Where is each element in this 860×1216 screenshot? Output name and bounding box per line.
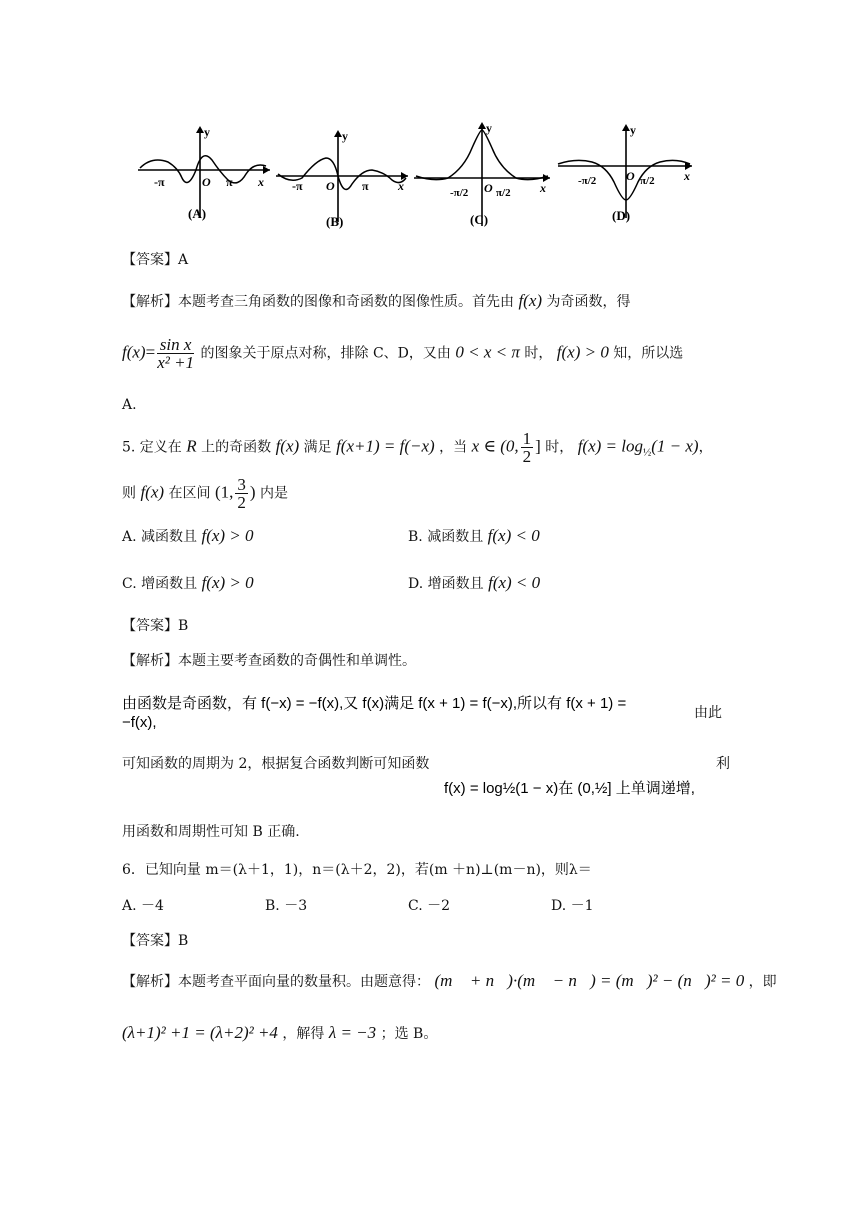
graph-a-tick-o: O (202, 175, 211, 189)
graph-a-tick-pos: π (226, 175, 233, 189)
graph-b-tick-neg: -π (292, 179, 303, 193)
q4-fraction (157, 336, 194, 371)
q5-fx-2: f(x) (140, 482, 165, 502)
q5-option-c[interactable] (122, 573, 254, 594)
q6-answer: 【答案】B (122, 933, 189, 949)
q5-eq2-b: (1 − x) (651, 436, 699, 456)
q5-stem-b: 上的奇函数 (201, 439, 272, 456)
graph-a-label: (A) (188, 206, 207, 221)
q5-analysis-screenshot-line1: 由函数是奇函数，有 f(−x) = −f(x),又 f(x)满足 f(x + 1) = f(−x),所以有 f(x + 1) = (122, 695, 627, 712)
q5-xin: x ∈ (0, (471, 436, 519, 456)
graph-c-tick-neg: -π/2 (450, 187, 469, 199)
q5-option-d[interactable] (408, 573, 540, 594)
q4-analysis-mid: 为奇函数，得 (546, 294, 631, 310)
q6-analysis-line2 (122, 1023, 437, 1044)
graph-c-tick-pos: π/2 (496, 187, 511, 199)
q4-analysis-2a: 的图象关于原点对称，排除 C、D，又由 (200, 345, 451, 362)
q5-option-b-math: f(x) < 0 (487, 526, 540, 545)
graph-c-tick-x: x (540, 181, 546, 195)
q5-eq1: f(x+1) = f(−x) (336, 436, 435, 456)
graph-b-tick-pos: π (362, 179, 369, 193)
q4-frac-num: sin x (157, 336, 194, 354)
q4-analysis-line2: f(x)= $\frac{\text{sin x}}{\text{x² +1}}$ 的图象关于原点对称，排除 C、D，又由 0 < x < π 时， f(x) > 0 知，所以选 (122, 335, 684, 372)
q5-option-c-text: C. 增函数且 (122, 576, 198, 592)
q5-period-line: 可知函数的周期为 2，根据复合函数判断可知函数 (122, 756, 430, 772)
q5-stem2-a: 则 (122, 485, 136, 502)
function-graphs-figure (130, 118, 710, 236)
q5-analysis-screenshot-2: f(x) = log½(1 − x)在 (0,½] 上单调递增, (444, 780, 695, 797)
graph-panel-c (414, 121, 550, 227)
q5-youci: 由此 (694, 705, 722, 721)
q4-analysis-line3: A. (122, 397, 137, 413)
q5-option-a[interactable] (122, 526, 254, 547)
q5-stem-a: 5. 定义在 (122, 439, 182, 456)
q6-option-c[interactable]: C. －2 (408, 898, 451, 914)
q5-interval-frac (235, 476, 248, 511)
graph-a-tick-neg: -π (154, 175, 165, 189)
q5-eq2: f(x) = log (577, 436, 643, 456)
q5-option-d-text: D. 增函数且 (408, 576, 484, 592)
q5-half (521, 430, 534, 465)
q4-cond2: f(x) > 0 (556, 342, 609, 362)
q5-eq2-sub: ½ (643, 446, 652, 459)
q5-interval-a: (1, (214, 482, 234, 502)
q6-option-d[interactable]: D. －1 (551, 898, 594, 914)
graph-b-ytick: y (342, 129, 348, 143)
q6-stem: 6．已知向量 m＝(λ＋1，1)，n＝(λ＋2，2)，若(m ＋n)⊥(m－n)，则λ＝ (122, 862, 592, 878)
q5-interval-b: ) (249, 482, 256, 502)
q5-analysis: 【解析】本题主要考查函数的奇偶性和单调性。 (122, 653, 416, 669)
q6-analysis-line1 (122, 971, 777, 992)
graph-b-tick-o: O (326, 179, 335, 193)
graph-d-tick-neg: -π/2 (578, 175, 597, 187)
graph-d-tick-x: x (684, 169, 690, 183)
graph-c-label: (C) (470, 212, 489, 227)
q6-vector-equation: (m⃗ + n⃗)·(m⃗ − n⃗) = (m⃗)² − (n⃗)² = 0 (434, 971, 745, 990)
q5-stem-line2 (122, 476, 288, 511)
graph-a-tick-x: x (258, 175, 264, 189)
q5-stem-c: 满足 (303, 439, 332, 456)
q5-option-b[interactable] (408, 526, 540, 547)
q5-answer: 【答案】B (122, 618, 189, 634)
q5-int-num: 3 (237, 475, 246, 494)
q4-analysis-2b: 时， (524, 345, 553, 362)
q6-analysis-c: ，解得 (282, 1026, 325, 1042)
q6-analysis-d: ；选 B。 (380, 1026, 438, 1042)
graph-panel-d (558, 123, 692, 223)
q6-analysis-b: ，即 (748, 974, 777, 990)
q5-option-c-math: f(x) > 0 (201, 573, 254, 592)
q5-r: R (186, 436, 197, 456)
q5-li: 利 (716, 756, 730, 772)
q4-frac-den: x² +1 (157, 353, 195, 372)
graph-c-ytick: y (486, 121, 492, 135)
q5-half-num: 1 (522, 429, 532, 448)
q5-option-b-text: B. 减函数且 (408, 529, 484, 545)
graph-d-tick-pos: π/2 (640, 175, 655, 187)
graph-d-tick-o: O (626, 169, 635, 183)
q5-analysis-screenshot-line2: −f(x), (122, 714, 157, 731)
q5-bracket: ] (535, 436, 541, 456)
q6-option-b[interactable]: B. －3 (265, 898, 308, 914)
q5-conclusion: 用函数和周期性可知 B 正确. (122, 824, 300, 840)
q5-fx: f(x) (275, 436, 300, 456)
graph-c-tick-o: O (484, 181, 493, 195)
q5-option-a-text: A. 减函数且 (122, 529, 198, 545)
q5-int-den: 2 (237, 493, 246, 512)
q4-fx: f(x) (518, 291, 543, 310)
q4-answer: 【答案】A (122, 252, 189, 268)
graph-b-tick-x: x (398, 179, 404, 193)
q5-stem-line1 (122, 430, 713, 465)
q5-stem-f: ， (698, 439, 713, 456)
graph-panel-b (276, 129, 408, 229)
q5-stem2-c: 内是 (260, 485, 288, 502)
q5-stem-d: ，当 (439, 439, 468, 456)
q4-analysis-head: 【解析】本题考查三角函数的图像和奇函数的图像性质。首先由 (122, 294, 514, 310)
q5-option-d-math: f(x) < 0 (488, 573, 541, 592)
q4-fx-lhs: f(x) (122, 342, 146, 362)
q5-stem2-b: 在区间 (168, 485, 211, 502)
q6-equation-2: (λ+1)² +1 = (λ+2)² +4 (122, 1023, 278, 1042)
graph-b-label: (B) (326, 214, 344, 229)
q6-lambda: λ = −3 (328, 1023, 377, 1042)
q5-option-a-math: f(x) > 0 (201, 526, 254, 545)
graph-d-ytick: y (630, 123, 636, 137)
graph-a-ytick: y (204, 125, 210, 139)
q6-analysis-a: 【解析】本题考查平面向量的数量积。由题意得： (122, 974, 430, 990)
q4-analysis-line1 (122, 291, 631, 312)
q4-analysis-2c: 知，所以选 (613, 345, 684, 362)
q5-half-den: 2 (522, 447, 532, 466)
q6-option-a[interactable]: A. －4 (122, 898, 164, 914)
graph-d-label: (D) (612, 208, 631, 223)
q5-stem-e: 时， (545, 439, 574, 456)
q4-cond: 0 < x < π (455, 342, 520, 362)
graph-panel-a (138, 125, 270, 221)
